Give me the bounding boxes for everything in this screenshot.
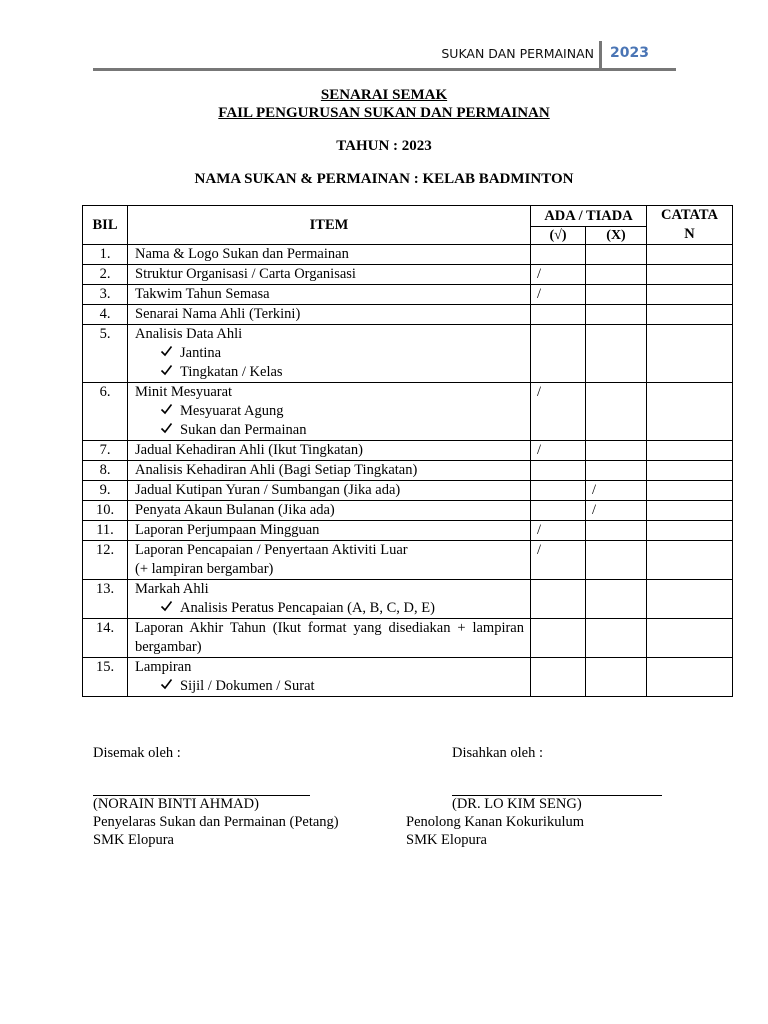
row-item	[128, 305, 531, 325]
row-number: 9.	[83, 481, 128, 501]
tiada-mark	[586, 325, 647, 383]
sub-item	[135, 363, 530, 382]
row-item	[128, 580, 531, 619]
table-row	[83, 658, 733, 697]
row-item	[128, 383, 531, 441]
header-ada-tiada: ADA / TIADA	[531, 206, 647, 227]
catatan-cell	[647, 619, 733, 658]
ada-mark	[531, 305, 586, 325]
item-text: Analisis Data Ahli	[135, 326, 243, 342]
catatan-cell	[647, 461, 733, 481]
item-text: Analisis Kehadiran Ahli (Bagi Setiap Tingkatan)	[135, 462, 418, 478]
ada-mark: /	[531, 441, 586, 461]
item-text: Lampiran	[135, 659, 192, 675]
item-text: Penyata Akaun Bulanan (Jika ada)	[135, 502, 335, 518]
sub-item	[135, 402, 530, 421]
check-mark-icon	[160, 599, 180, 618]
approver-role: Penolong Kanan Kokurikulum	[406, 814, 585, 830]
catatan-cell	[647, 325, 733, 383]
doc-subtitle: FAIL PENGURUSAN SUKAN DAN PERMAINAN	[218, 105, 550, 121]
catatan-cell	[647, 441, 733, 461]
row-number: 11.	[83, 521, 128, 541]
sub-item-text: Tingkatan / Kelas	[180, 364, 283, 380]
catatan-cell	[647, 245, 733, 265]
table-row	[83, 461, 733, 481]
ada-mark	[531, 580, 586, 619]
doc-title: SENARAI SEMAK	[320, 87, 448, 103]
table-row	[83, 285, 733, 305]
table-row	[83, 501, 733, 521]
reviewed-by-label: Disemak oleh :	[93, 745, 181, 761]
header-item: ITEM	[128, 206, 531, 245]
ada-mark	[531, 481, 586, 501]
tiada-mark	[586, 521, 647, 541]
header-bil: BIL	[83, 206, 128, 245]
ada-mark: /	[531, 265, 586, 285]
year-line: TAHUN : 2023	[336, 138, 432, 154]
item-text: Jadual Kutipan Yuran / Sumbangan (Jika ada)	[135, 482, 401, 498]
row-number: 10.	[83, 501, 128, 521]
tiada-mark	[586, 658, 647, 697]
tiada-mark	[586, 619, 647, 658]
sub-item-text: Mesyuarat Agung	[180, 403, 284, 419]
catatan-cell	[647, 580, 733, 619]
tiada-mark	[586, 383, 647, 441]
item-text: Laporan Perjumpaan Mingguan	[135, 522, 320, 538]
table-row	[83, 325, 733, 383]
name-line: NAMA SUKAN & PERMAINAN : KELAB BADMINTON	[194, 171, 574, 187]
catatan-cell	[647, 501, 733, 521]
item-text: Takwim Tahun Semasa	[135, 286, 270, 302]
row-item	[128, 461, 531, 481]
item-text: Senarai Nama Ahli (Terkini)	[135, 306, 301, 322]
row-item	[128, 441, 531, 461]
check-mark-icon	[160, 677, 180, 696]
tiada-mark	[586, 265, 647, 285]
ada-mark	[531, 501, 586, 521]
reviewer-name: (NORAIN BINTI AHMAD)	[93, 796, 259, 812]
tiada-mark	[586, 541, 647, 580]
header-catatan	[647, 206, 733, 245]
table-row	[83, 481, 733, 501]
row-number: 13.	[83, 580, 128, 619]
tiada-mark	[586, 580, 647, 619]
sub-item	[135, 421, 530, 440]
row-item	[128, 541, 531, 580]
ada-mark	[531, 245, 586, 265]
catatan-cell	[647, 541, 733, 580]
sub-item-text: Jantina	[180, 345, 222, 361]
item-text: Laporan Pencapaian / Penyertaan Aktiviti Luar	[135, 542, 408, 558]
row-item	[128, 481, 531, 501]
item-text: Minit Mesyuarat	[135, 384, 233, 400]
row-item	[128, 285, 531, 305]
reviewer-role: Penyelaras Sukan dan Permainan (Petang)	[93, 814, 339, 830]
table-row	[83, 619, 733, 658]
row-number: 15.	[83, 658, 128, 697]
header-catatan-line1: CATATA	[661, 207, 718, 223]
ada-mark: /	[531, 521, 586, 541]
row-item	[128, 619, 531, 658]
table-row	[83, 580, 733, 619]
item-text-line2: (+ lampiran bergambar)	[135, 561, 274, 577]
sub-item	[135, 677, 530, 696]
sub-item-text: Sukan dan Permainan	[180, 422, 307, 438]
item-text: Markah Ahli	[135, 581, 209, 597]
tiada-mark	[586, 285, 647, 305]
row-number: 1.	[83, 245, 128, 265]
ada-mark: /	[531, 285, 586, 305]
tiada-mark	[586, 441, 647, 461]
table-row	[83, 541, 733, 580]
ada-mark	[531, 461, 586, 481]
table-row	[83, 245, 733, 265]
row-item	[128, 501, 531, 521]
tiada-mark: /	[586, 481, 647, 501]
reviewer-org: SMK Elopura	[93, 832, 174, 848]
row-number: 2.	[83, 265, 128, 285]
checklist-body	[83, 245, 733, 697]
running-header-year: 2023	[610, 45, 649, 61]
sub-item	[135, 344, 530, 363]
row-number: 5.	[83, 325, 128, 383]
table-row	[83, 305, 733, 325]
check-mark-icon	[160, 363, 180, 382]
item-text: Laporan Akhir Tahun (Ikut format yang disediakan + lampiran bergambar)	[135, 620, 524, 655]
catatan-cell	[647, 265, 733, 285]
header-rule	[93, 68, 676, 71]
tiada-mark	[586, 245, 647, 265]
sub-item	[135, 599, 530, 618]
row-number: 6.	[83, 383, 128, 441]
row-number: 8.	[83, 461, 128, 481]
ada-mark: /	[531, 541, 586, 580]
catatan-cell	[647, 305, 733, 325]
sub-item-text: Analisis Peratus Pencapaian (A, B, C, D, E)	[180, 600, 435, 616]
row-number: 12.	[83, 541, 128, 580]
row-item	[128, 265, 531, 285]
item-text: Struktur Organisasi / Carta Organisasi	[135, 266, 356, 282]
row-item	[128, 658, 531, 697]
item-text: Jadual Kehadiran Ahli (Ikut Tingkatan)	[135, 442, 363, 458]
tiada-mark	[586, 461, 647, 481]
table-row	[83, 383, 733, 441]
checklist-table	[82, 205, 733, 697]
row-item	[128, 325, 531, 383]
check-mark-icon	[160, 421, 180, 440]
row-number: 3.	[83, 285, 128, 305]
ada-mark: /	[531, 383, 586, 441]
row-number: 4.	[83, 305, 128, 325]
table-row	[83, 265, 733, 285]
check-mark-icon	[160, 402, 180, 421]
row-number: 7.	[83, 441, 128, 461]
table-row	[83, 521, 733, 541]
header-tiada-symbol: (X)	[586, 227, 647, 245]
header-ada-symbol: (√)	[531, 227, 586, 245]
running-header-title: SUKAN DAN PERMAINAN	[441, 46, 594, 61]
header-divider	[599, 41, 602, 71]
approver-name: (DR. LO KIM SENG)	[452, 796, 582, 812]
ada-mark	[531, 658, 586, 697]
catatan-cell	[647, 285, 733, 305]
check-mark-icon	[160, 344, 180, 363]
approver-org: SMK Elopura	[406, 832, 487, 848]
ada-mark	[531, 325, 586, 383]
header-catatan-line2: N	[684, 226, 695, 242]
row-item	[128, 245, 531, 265]
table-row	[83, 441, 733, 461]
tiada-mark: /	[586, 501, 647, 521]
catatan-cell	[647, 481, 733, 501]
approved-by-label: Disahkan oleh :	[452, 745, 544, 761]
tiada-mark	[586, 305, 647, 325]
row-item	[128, 521, 531, 541]
catatan-cell	[647, 521, 733, 541]
ada-mark	[531, 619, 586, 658]
row-number: 14.	[83, 619, 128, 658]
sub-item-text: Sijil / Dokumen / Surat	[180, 678, 315, 694]
item-text: Nama & Logo Sukan dan Permainan	[135, 246, 349, 262]
catatan-cell	[647, 383, 733, 441]
catatan-cell	[647, 658, 733, 697]
